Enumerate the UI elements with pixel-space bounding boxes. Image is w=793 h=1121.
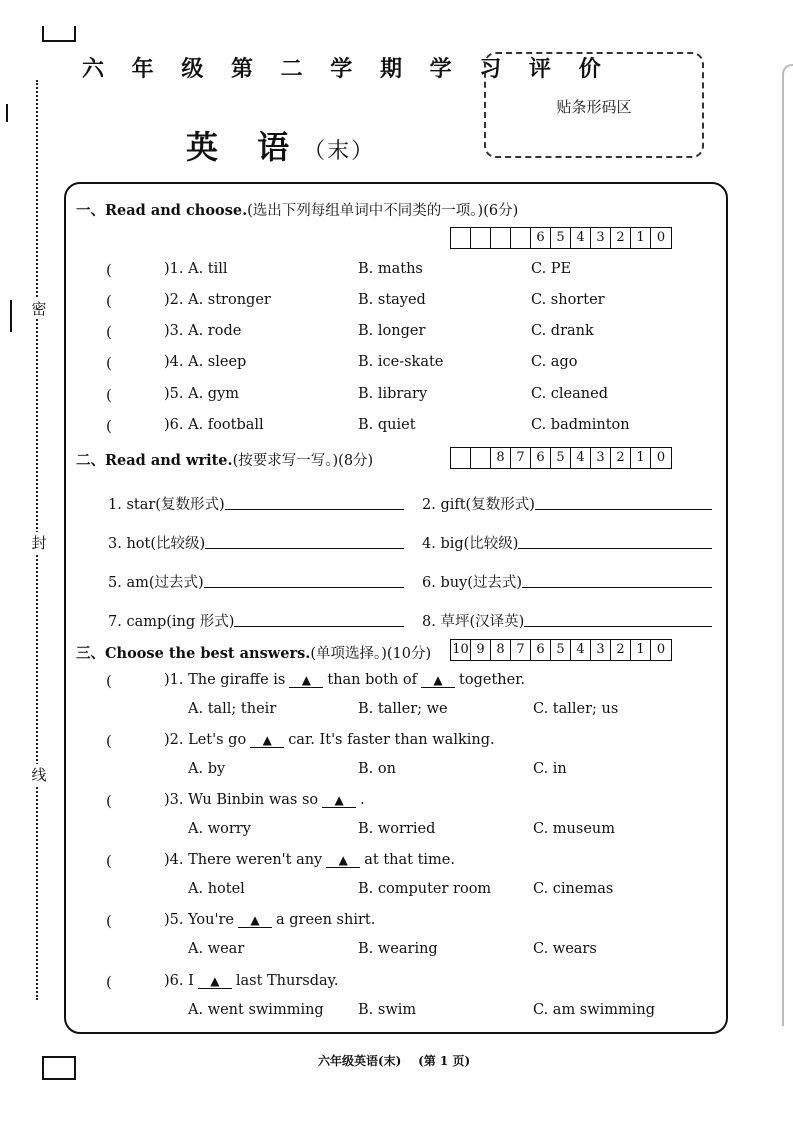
- score-cell: 7: [511, 448, 531, 468]
- blank-triangle-icon[interactable]: ▲: [322, 793, 356, 808]
- blank-triangle-icon[interactable]: ▲: [198, 974, 232, 989]
- write-item-prompt: 3. hot(比较级): [108, 536, 206, 552]
- answer-paren[interactable]: (: [106, 973, 112, 991]
- score-cell: 0: [656, 230, 666, 245]
- answer-paren[interactable]: (: [106, 912, 112, 930]
- answer-paren[interactable]: (: [106, 792, 112, 810]
- score-cell: 0: [656, 450, 666, 465]
- score-cell: [451, 228, 471, 248]
- section1-heading: 一、Read and choose.(选出下列每组单词中不同类的一项。)(6分): [76, 202, 519, 219]
- option-c: C. cinemas: [533, 881, 614, 897]
- option-c: C. drank: [531, 323, 594, 339]
- answer-paren[interactable]: (: [106, 672, 112, 690]
- question-stem: [164, 672, 525, 688]
- score-cell: 3: [591, 448, 611, 468]
- write-item-prompt: 7. camp(ing 形式): [108, 614, 235, 630]
- side-label-xian: 线: [31, 766, 47, 784]
- answer-paren[interactable]: (: [106, 292, 112, 310]
- stem-text: .: [360, 792, 365, 808]
- section2-heading: 二、Read and write.(按要求写一写。)(8分): [76, 452, 374, 469]
- answer-paren[interactable]: (: [106, 417, 112, 435]
- write-item: [108, 571, 404, 592]
- question-stem: [164, 852, 455, 868]
- score-cell: 1: [631, 448, 651, 468]
- stem-text: a green shirt.: [275, 912, 376, 928]
- write-item: [422, 532, 712, 553]
- question-stem: [164, 912, 375, 928]
- score-cell: 4: [571, 640, 591, 660]
- score-cell: 8: [491, 448, 511, 468]
- option-a: A. by: [188, 761, 226, 777]
- option-a: )2. A. stronger: [164, 292, 271, 308]
- score-cell: 4: [571, 228, 591, 248]
- question-stem: [164, 792, 365, 808]
- option-a: )5. A. gym: [164, 386, 240, 402]
- option-a: )3. A. rode: [164, 323, 242, 339]
- answer-blank[interactable]: [205, 532, 404, 549]
- score-cell: [511, 228, 531, 248]
- score-cell: 10: [451, 640, 471, 660]
- write-item-prompt: 1. star(复数形式): [108, 497, 225, 513]
- score-cell: [471, 448, 491, 468]
- option-b: B. swim: [358, 1002, 417, 1018]
- page-footer: 六年级英语(末) (第 1 页): [318, 1054, 471, 1068]
- option-a: )1. A. till: [164, 261, 228, 277]
- option-b: B. computer room: [358, 881, 492, 897]
- score-cell: 3: [591, 228, 611, 248]
- stem-text: together.: [459, 672, 526, 688]
- score-cell: 6: [531, 448, 551, 468]
- score-cell: 5: [551, 448, 571, 468]
- answer-blank[interactable]: [522, 571, 712, 588]
- answer-paren[interactable]: (: [106, 354, 112, 372]
- write-item-prompt: 6. buy(过去式): [422, 575, 523, 591]
- score-cell: 1: [631, 228, 651, 248]
- stem-text: )1. The giraffe is: [164, 672, 286, 688]
- barcode-area: 贴条形码区: [484, 52, 704, 158]
- option-b: B. wearing: [358, 941, 438, 957]
- answer-blank[interactable]: [204, 571, 404, 588]
- write-item-prompt: 5. am(过去式): [108, 575, 204, 591]
- score-cell: 9: [471, 640, 491, 660]
- score-cell: 6: [531, 228, 551, 248]
- option-b: B. maths: [358, 261, 423, 277]
- write-item: [422, 571, 712, 592]
- stem-text: )4. There weren't any: [164, 852, 323, 868]
- side-label-mi: 密: [31, 300, 47, 318]
- option-c: C. PE: [531, 261, 572, 277]
- score-cell: 1: [631, 640, 651, 660]
- option-a: A. went swimming: [188, 1002, 324, 1018]
- section3-heading: 三、Choose the best answers.(单项选择。)(10分): [76, 645, 432, 662]
- score-cell: 4: [571, 448, 591, 468]
- score-cell: 3: [591, 640, 611, 660]
- option-c: C. shorter: [531, 292, 605, 308]
- corner-mark-bottom: [42, 1056, 76, 1080]
- score-cell: 5: [551, 640, 571, 660]
- write-item: [108, 610, 404, 631]
- score-cell: [491, 228, 511, 248]
- section1-score-box: [450, 227, 672, 249]
- score-cell: 7: [511, 640, 531, 660]
- option-b: B. quiet: [358, 417, 416, 433]
- section2-score-box: [450, 447, 672, 469]
- next-page-edge: [782, 64, 793, 1026]
- answer-blank[interactable]: [234, 610, 404, 627]
- answer-paren[interactable]: (: [106, 852, 112, 870]
- option-c: C. wears: [533, 941, 597, 957]
- answer-blank[interactable]: [524, 610, 712, 627]
- option-b: B. library: [358, 386, 428, 402]
- score-cell: [471, 228, 491, 248]
- option-b: B. longer: [358, 323, 426, 339]
- page-title: 六 年 级 第 二 学 期 学 习 评 价: [82, 56, 611, 82]
- option-b: B. worried: [358, 821, 436, 837]
- score-cell: 2: [611, 448, 631, 468]
- stem-text: last Thursday.: [235, 973, 339, 989]
- answer-paren[interactable]: (: [106, 386, 112, 404]
- option-c: C. museum: [533, 821, 615, 837]
- answer-paren[interactable]: (: [106, 323, 112, 341]
- stem-text: car. It's faster than walking.: [288, 732, 495, 748]
- option-c: C. am swimming: [533, 1002, 656, 1018]
- margin-tick: [6, 104, 8, 122]
- subject-title: 英 语（末）: [186, 128, 376, 166]
- write-item: [422, 493, 712, 514]
- margin-tick: [10, 300, 12, 332]
- option-c: C. in: [533, 761, 567, 777]
- write-item: [422, 610, 712, 631]
- score-cell: 5: [551, 228, 571, 248]
- question-stem: [164, 973, 339, 989]
- stem-text: )6. I: [164, 973, 194, 989]
- stem-text: than both of: [327, 672, 418, 688]
- question-stem: [164, 732, 495, 748]
- option-a: A. wear: [188, 941, 245, 957]
- option-b: B. on: [358, 761, 396, 777]
- option-a: A. tall; their: [188, 701, 277, 717]
- option-a: A. hotel: [188, 881, 245, 897]
- option-a: )6. A. football: [164, 417, 264, 433]
- score-cell: 2: [611, 228, 631, 248]
- blank-triangle-icon[interactable]: ▲: [421, 673, 455, 688]
- score-cell: 2: [611, 640, 631, 660]
- side-label-feng: 封: [31, 534, 47, 552]
- write-item-prompt: 4. big(比较级): [422, 536, 519, 552]
- score-cell: 8: [491, 640, 511, 660]
- answer-blank[interactable]: [535, 493, 712, 510]
- answer-paren[interactable]: (: [106, 732, 112, 750]
- corner-mark-top: [42, 26, 76, 42]
- score-cell: 0: [656, 642, 666, 657]
- stem-text: )2. Let's go: [164, 732, 247, 748]
- stem-text: at that time.: [364, 852, 455, 868]
- stem-text: )3. Wu Binbin was so: [164, 792, 319, 808]
- blank-triangle-icon[interactable]: ▲: [289, 673, 323, 688]
- score-cell: [451, 448, 471, 468]
- question-frame: [64, 182, 728, 1034]
- blank-triangle-icon[interactable]: ▲: [250, 733, 284, 748]
- write-item-prompt: 8. 草坪(汉译英): [422, 614, 525, 630]
- blank-triangle-icon[interactable]: ▲: [326, 853, 360, 868]
- option-c: C. taller; us: [533, 701, 619, 717]
- option-a: A. worry: [188, 821, 251, 837]
- option-c: C. badminton: [531, 417, 630, 433]
- answer-paren[interactable]: (: [106, 261, 112, 279]
- option-b: B. ice-skate: [358, 354, 444, 370]
- option-c: C. ago: [531, 354, 578, 370]
- answer-blank[interactable]: [518, 532, 712, 549]
- section3-score-box: [450, 639, 672, 661]
- option-c: C. cleaned: [531, 386, 608, 402]
- option-a: )4. A. sleep: [164, 354, 247, 370]
- stem-text: )5. You're: [164, 912, 234, 928]
- score-cell: 6: [531, 640, 551, 660]
- answer-blank[interactable]: [225, 493, 404, 510]
- option-b: B. taller; we: [358, 701, 448, 717]
- write-item: [108, 493, 404, 514]
- write-item: [108, 532, 404, 553]
- option-b: B. stayed: [358, 292, 426, 308]
- blank-triangle-icon[interactable]: ▲: [238, 913, 272, 928]
- write-item-prompt: 2. gift(复数形式): [422, 497, 535, 513]
